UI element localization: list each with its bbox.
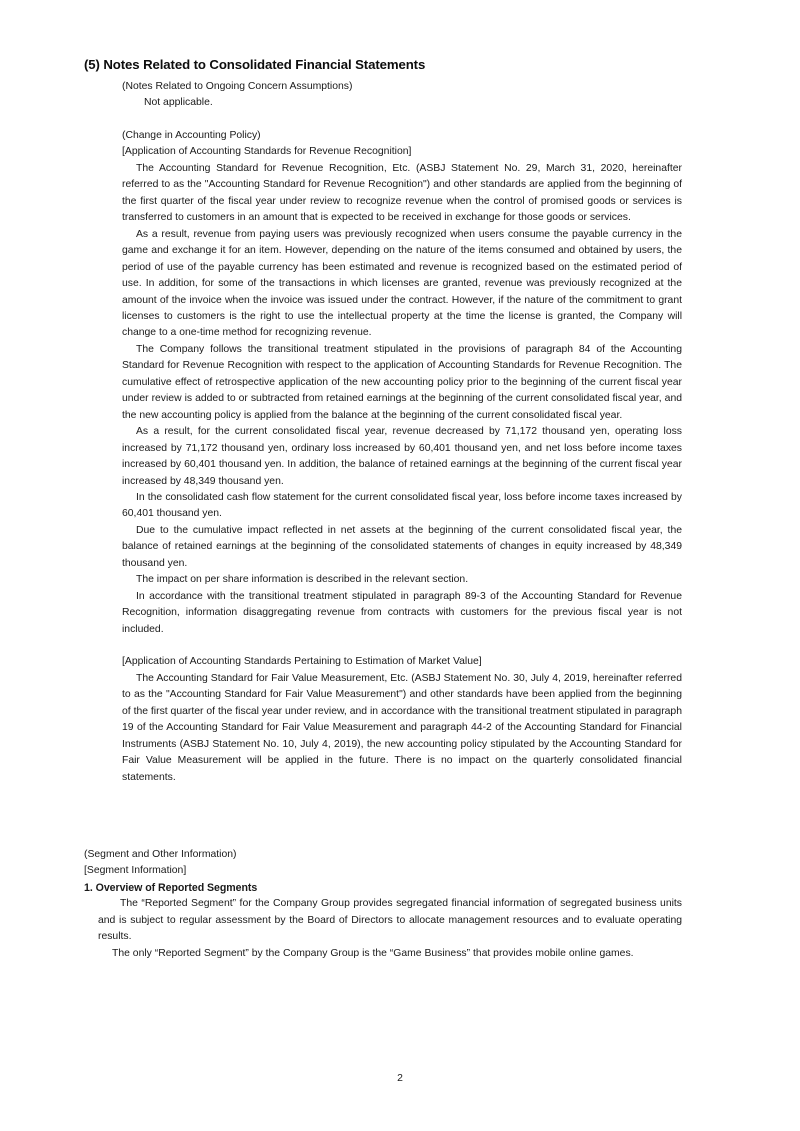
accounting-policy-paragraph-7: The impact on per share information is described in the relevant section. (136, 574, 469, 586)
accounting-policy-paragraph-3: The Company follows the transitional treatment stipulated in the provisions of paragraph 84 of the Accounting Standard for Revenue Recognition with respect to the application of Accounting Standards for Revenue Recognition. The cumulative effect of retrospective application of the new accounting policy prior to the beginning of the current fiscal year under review is added to or subtracted from retained earnings at the beginning of the current consolidated fiscal year, and the new accounting policy is applied from the balance at the beginning of the current consolidated fiscal year. (122, 343, 682, 421)
accounting-policy-paragraph-4: As a result, for the current consolidated fiscal year, revenue decreased by 71,172 thousand yen, operating loss increased by 71,172 thousand yen, ordinary loss increased by 60,401 thousand yen, and net loss before income taxes increased by 60,401 thousand yen. In addition, the balance of retained earnings at the beginning of the current fiscal year increased by 48,349 thousand yen. (122, 426, 682, 487)
segment-information-section (84, 847, 682, 962)
page-number: 2 (397, 1073, 403, 1084)
accounting-policy-paragraph-9: The Accounting Standard for Fair Value Measurement, Etc. (ASBJ Statement No. 30, July 4, 2019, hereinafter referred to as the "Accounting Standard for Fair Value Measurement") and other standards have been applied from the beginning of the first quarter of the fiscal year under review, and in accordance with the transitional treatment stipulated in paragraph 19 of the Accounting Standard for Fair Value Measurement and paragraph 44-2 of the Accounting Standard for Financial Instruments (ASBJ Statement No. 10, July 4, 2019), the new accounting policy stipulated by the Accounting Standard for Fair Value Measurement will be applied in the future. There is no impact on the quarterly consolidated financial statements. (122, 672, 682, 783)
accounting-policy-paragraph-8: In accordance with the transitional treatment stipulated in paragraph 89-3 of the Accounting Standard for Revenue Recognition, information disaggregating revenue from contracts with customers for the previous fiscal year is not included. (122, 590, 682, 635)
accounting-policy-paragraph-2: As a result, revenue from paying users was previously recognized when users consume the payable currency in the game and exchange it for an item. However, depending on the nature of the items consumed and obtained by users, the period of use of the payable currency has been estimated and revenue is recognized based on the estimated period of use. In addition, for some of the transactions in which licenses are granted, revenue was previously recognized at the amount of the invoice when the invoice was issued under the contract. However, if the nature of the commitment to grant licenses to customers is the right to use the intellectual property at the time the license is granted, the Company will change to a one-time method for recognizing revenue. (122, 228, 682, 339)
page-title: (5) Notes Related to Consolidated Financial Statements (84, 57, 426, 72)
accounting-policy-heading: (Change in Accounting Policy) (122, 130, 261, 141)
segment-paragraph-1: The “Reported Segment” for the Company Group provides segregated financial information of segregated business units and is subject to regular assessment by the Board of Directors to allocate management resources and to evaluate operating results. (98, 898, 682, 943)
paragraph-spacer (122, 638, 682, 654)
segment-heading: (Segment and Other Information) (84, 849, 237, 860)
accounting-policy-paragraph-5: In the consolidated cash flow statement for the current consolidated fiscal year, loss before income taxes increased by 60,401 thousand yen. (122, 491, 682, 520)
ongoing-concern-heading: (Notes Related to Ongoing Concern Assumptions) (122, 81, 353, 92)
accounting-policy-paragraph-6: Due to the cumulative impact reflected in net assets at the beginning of the current consolidated fiscal year, the balance of retained earnings at the beginning of the consolidated statements of changes in equity increased by 48,349 thousand yen. (122, 524, 682, 569)
segment-paragraph-2: The only “Reported Segment” by the Company Group is the “Game Business” that provides mobile online games. (112, 947, 634, 959)
market-value-subheading: [Application of Accounting Standards Pertaining to Estimation of Market Value] (122, 656, 482, 668)
segment-section-title: 1. Overview of Reported Segments (84, 881, 258, 894)
ongoing-concern-body: Not applicable. (144, 97, 213, 109)
segment-subheading: [Segment Information] (84, 865, 187, 877)
accounting-policy-paragraph-1: The Accounting Standard for Revenue Recognition, Etc. (ASBJ Statement No. 29, March 31, 2020, hereinafter referred to as the "Accounting Standard for Revenue Recognition") and other standards are applied from the beginning of the first quarter of the fiscal year under review to recognize revenue when the control of promised goods or services is transferred to customers in an amount that is expected to be received in exchange for those goods or services. (122, 162, 682, 224)
accounting-policy-section (122, 128, 682, 786)
revenue-recognition-subheading: [Application of Accounting Standards for Revenue Recognition] (122, 146, 412, 158)
ongoing-concern-section (122, 79, 682, 112)
